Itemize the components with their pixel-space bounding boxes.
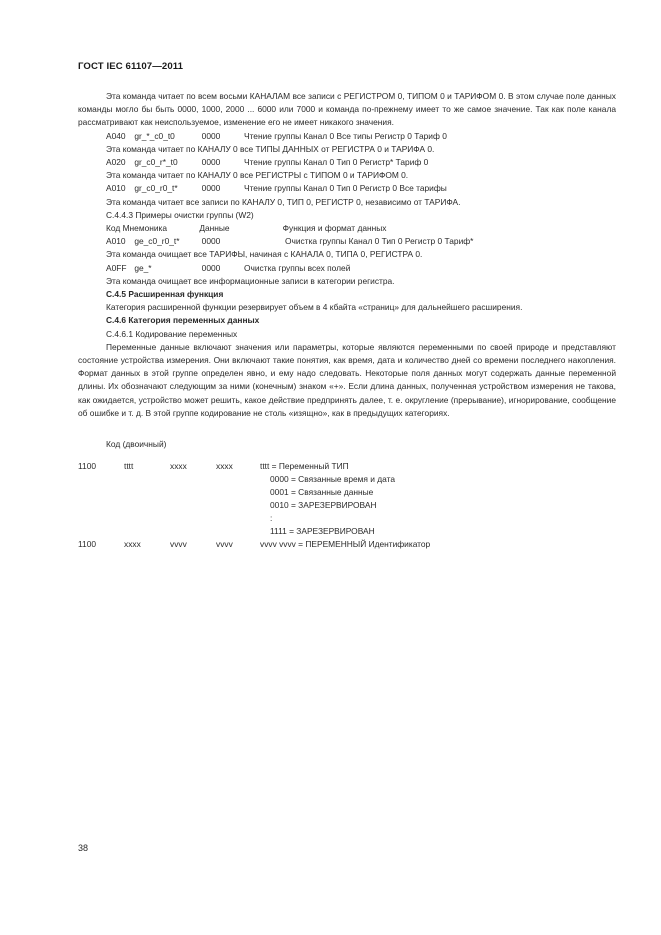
read-example-note: Эта команда читает по КАНАЛУ 0 все РЕГИСТРЫ с ТИПОМ 0 и ТАРИФОМ 0. — [106, 170, 409, 181]
code-field-4: xxxx — [216, 461, 233, 472]
page-content — [78, 90, 616, 554]
cmd-function: Очистка группы всех полей — [243, 262, 351, 273]
cmd-function: Очистка группы Канал 0 Тип 0 Регистр 0 Тариф* — [284, 236, 474, 247]
cmd-mnemonic: gr_c0_r*_t0 — [134, 157, 178, 168]
code-field-description: tttt = Переменный ТИП — [260, 461, 349, 472]
read-example-row — [78, 182, 616, 195]
cmd-mnemonic: ge_* — [134, 262, 152, 273]
cmd-data: 0000 — [201, 130, 221, 141]
read-example-note: Эта команда читает все записи по КАНАЛУ 0, ТИП 0, РЕГИСТР 0, независимо от ТАРИФА. — [106, 196, 461, 207]
code-field-4: vvvv — [216, 539, 233, 550]
cmd-mnemonic: gr_*_c0_t0 — [134, 130, 175, 141]
col-header-code-mnemonic: Код Мнемоника — [106, 223, 168, 234]
type-value-line: 1111 = ЗАРЕЗЕРВИРОВАН — [270, 526, 375, 537]
intro-paragraph: Эта команда читает по всем восьми КАНАЛАМ все записи с РЕГИСТРОМ 0, ТИПОМ 0 и ТАРИФОМ 0. В этом случае поле данных команды могло бы быть 0000, 1000, 2000 ... 6000 или 7000 и команда по-прежнему имеет то же самое значение. Так как поле канала рассматривают как неиспользуемое, изменение его не имеет никакого значения. — [78, 91, 616, 128]
read-example-row — [78, 130, 616, 143]
clear-table-header — [78, 222, 616, 235]
cmd-data: 0000 — [201, 157, 221, 168]
cmd-data: 0000 — [201, 236, 221, 247]
cmd-function: Чтение группы Канал 0 Тип 0 Регистр 0 Все тарифы — [243, 183, 447, 194]
cmd-code: A0FF — [106, 262, 127, 273]
cmd-code: A010 — [106, 236, 126, 247]
binary-code-table — [78, 454, 616, 554]
code-field-3: xxxx — [170, 461, 187, 472]
code-field-description: vvvv vvvv = ПЕРЕМЕННЫЙ Идентификатор — [260, 539, 431, 550]
page-number: 38 — [78, 843, 89, 853]
section-c46-title: С.4.6 Категория переменных данных — [106, 315, 260, 326]
code-field-1: 1100 — [78, 539, 97, 550]
clear-example-row — [78, 235, 616, 248]
section-c46-subtitle: С.4.6.1 Кодирование переменных — [106, 328, 238, 339]
read-example-note: Эта команда читает по КАНАЛУ 0 все ТИПЫ ДАННЫХ от РЕГИСТРА 0 и ТАРИФА 0. — [106, 143, 435, 154]
section-c45-text: Категория расширенной функции резервирует объем в 4 кбайта «страниц» для дальнейшего расширения. — [106, 302, 523, 313]
cmd-code: A020 — [106, 157, 126, 168]
section-c45-title: С.4.5 Расширенная функция — [106, 289, 224, 300]
col-header-data: Данные — [199, 223, 230, 234]
code-field-2: xxxx — [124, 539, 141, 550]
cmd-code: A010 — [106, 183, 126, 194]
clear-example-note: Эта команда очищает все информационные записи в категории регистра. — [106, 275, 395, 286]
code-field-2: tttt — [124, 461, 134, 472]
cmd-function: Чтение группы Канал 0 Тип 0 Регистр* Тариф 0 — [243, 157, 429, 168]
read-example-row — [78, 156, 616, 169]
clear-example-note: Эта команда очищает все ТАРИФЫ, начиная с КАНАЛА 0, ТИПА 0, РЕГИСТРА 0. — [106, 249, 423, 260]
clear-example-row — [78, 262, 616, 275]
code-field-3: vvvv — [170, 539, 187, 550]
binary-code-label: Код (двоичный) — [106, 439, 167, 450]
col-header-function: Функция и формат данных — [282, 223, 387, 234]
cmd-mnemonic: gr_c0_r0_t* — [134, 183, 178, 194]
cmd-function: Чтение группы Канал 0 Все типы Регистр 0 Тариф 0 — [243, 130, 447, 141]
document-header: ГОСТ IEC 61107—2011 — [78, 61, 184, 72]
type-value-line: 0010 = ЗАРЕЗЕРВИРОВАН — [270, 500, 377, 511]
type-value-line: : — [270, 513, 273, 524]
cmd-mnemonic: ge_c0_r0_t* — [134, 236, 180, 247]
cmd-data: 0000 — [201, 262, 221, 273]
type-value-line: 0000 = Связанные время и дата — [270, 474, 396, 485]
clear-section-title: С.4.4.3 Примеры очистки группы (W2) — [106, 209, 254, 220]
type-value-line: 0001 = Связанные данные — [270, 487, 374, 498]
cmd-code: A040 — [106, 130, 126, 141]
section-c46-paragraph: Переменные данные включают значения или параметры, которые являются переменными по своей природе и представляют состояние устройства измерения. Они включают такие понятия, как время, дата и количество дней со времени последнего накопления. Формат данных в этой группе определен явно, и ему надо следовать. Некоторые поля данных могут содержать данные переменной длины. Их обозначают следующим за ними (конечным) знаком «+». Если длина данных, полученная устройством измерения не такова, как ожидается, устройство может решить, какое действие предпринять далее, т. е. округление (прерывание), игнорирование, сообщение об ошибке и т. д. В этой группе кодирование не столь «изящно», как в предыдущих категориях. — [78, 341, 616, 418]
code-field-1: 1100 — [78, 461, 97, 472]
cmd-data: 0000 — [201, 183, 221, 194]
